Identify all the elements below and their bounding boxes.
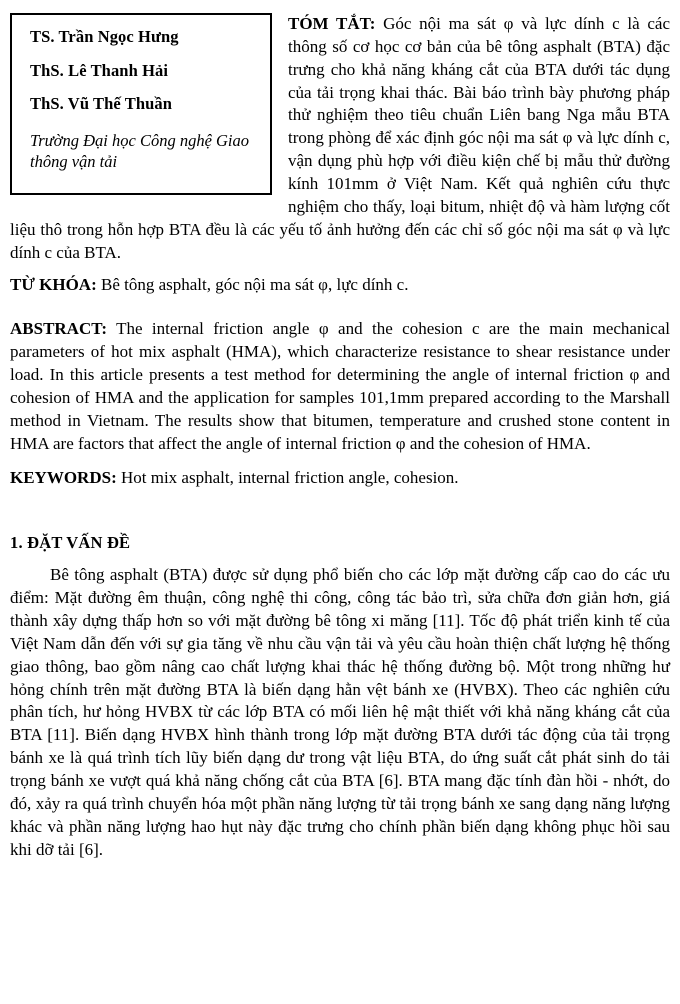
keywords-english [10,467,670,490]
section-heading-1: 1. ĐẶT VẤN ĐỀ [10,533,131,553]
abstract-english-text: The internal friction angle φ and the cohesion c are the main mechanical parameters of hot mix asphalt (HMA), which characterize resistance to shear resistance under load. In this article presents a test method for determining the angle of internal friction φ and cohesion of HMA and the application for samples 101,1mm prepared according to the Marshall method in Vietnam. The results show that bitumen, temperature and crushed stone content in HMA are factors that affect the angle of internal friction φ and the cohesion of HMA. [10,319,670,453]
abstract-vietnamese-text: Góc nội ma sát φ và lực dính c là các thông số cơ học cơ bản của bê tông asphalt (BTA) đặc trưng cho khả năng kháng cắt của BTA dưới tác dụng của tải trọng khai thác. Bài báo trình bày phương pháp thử nghiệm theo tiêu chuẩn Liên bang Nga mẫu BTA trong phòng để xác định góc nội ma sát φ và lực dính c, vận dụng phù hợp với điều kiện chế bị mẫu thử đường kính 101mm ở Việt Nam. Kết quả nghiên cứu thực nghiệm cho thấy, loại bitum, nhiệt độ và hàm lượng cốt liệu thô trong hỗn hợp BTA đều là các yếu tố ảnh hưởng đến các chỉ số góc nội ma sát φ và lực dính c của BTA. [10,14,670,262]
keywords-vietnamese-label: TỪ KHÓA: [10,275,97,295]
keywords-vietnamese-text: Bê tông asphalt, góc nội ma sát φ, lực dính c. [96,275,409,295]
abstract-english-label: ABSTRACT: [10,319,107,339]
author-info-box [10,13,272,195]
author-name-2: ThS. Lê Thanh Hải [30,60,169,80]
keywords-english-text: Hot mix asphalt, internal friction angle, cohesion. [116,468,459,488]
author-affiliation: Trường Đại học Công nghệ Giao thông vận tải [30,130,250,171]
author-name-3: ThS. Vũ Thế Thuần [30,94,173,113]
abstract-english [10,318,670,455]
keywords-vietnamese [10,274,670,297]
section-1-paragraph: Bê tông asphalt (BTA) được sử dụng phổ biến cho các lớp mặt đường cấp cao do các ưu điểm: Mặt đường êm thuận, công nghệ thi công, công tác bảo trì, sửa chữa đơn giản hơn, giá thành xây dựng thấp hơn so với mặt đường bê tông xi măng [11]. Tốc độ phát triển kinh tế của Việt Nam dẫn đến với sự gia tăng về nhu cầu vận tải và yêu cầu hoàn thiện chất lượng hệ thống giao thông, bao gồm nâng cao chất lượng khai thác hệ thống đường bộ. Một trong những hư hỏng chính trên mặt đường BTA là biến dạng hằn vệt bánh xe (HVBX). Theo các nghiên cứu phân tích, hư hỏng HVBX từ các lớp BTA có mối liên hệ mật thiết với khả năng kháng cắt của BTA [11]. Biến dạng HVBX hình thành trong lớp mặt đường BTA dưới tác động của tải trọng bánh xe là quá trình tích lũy biến dạng dư trong vật liệu BTA, do ứng suất cắt phát sinh do tải trọng bánh xe vượt quá khả năng chống cắt của BTA [6]. BTA mang đặc tính đàn hồi - nhớt, do đó, xảy ra quá trình chuyển hóa một phần năng lượng từ tải trọng bánh xe sang dạng năng lượng khác và phần năng lượng hao hụt này đặc trưng cho chính phần biến dạng không phục hồi sau khi dỡ tải [6]. [10,565,670,859]
keywords-english-label: KEYWORDS: [10,468,117,488]
abstract-vietnamese-label: TÓM TẮT: [288,14,376,33]
author-name-1: TS. Trần Ngọc Hưng [30,27,179,46]
